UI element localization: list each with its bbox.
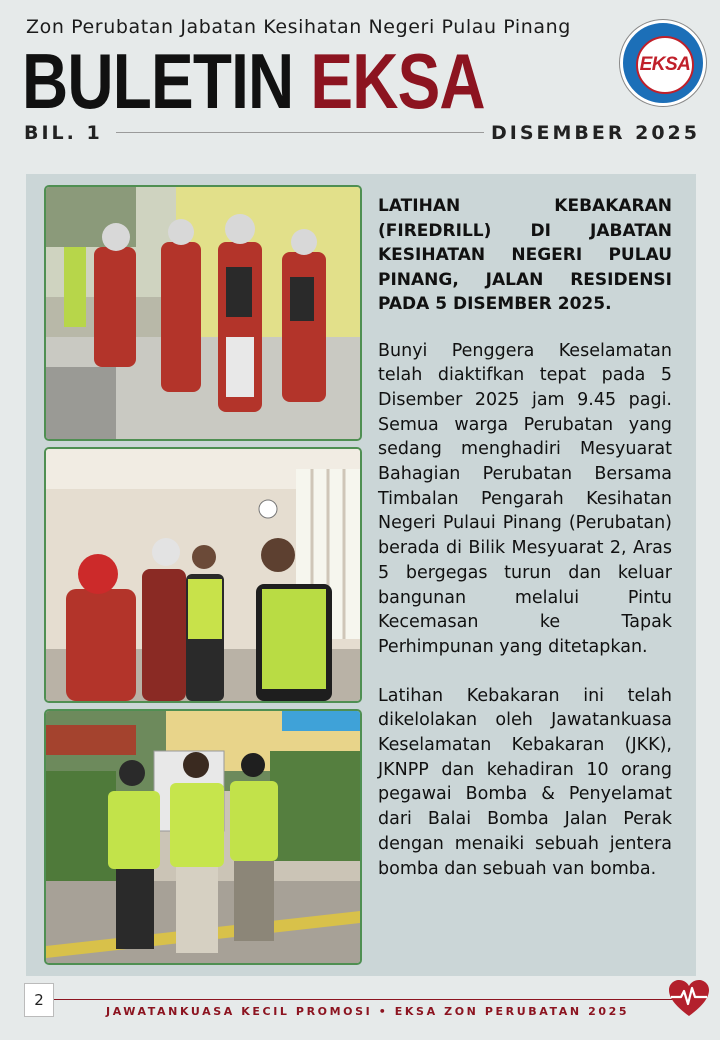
content-panel [26,174,696,976]
page-number: 2 [24,983,54,1017]
title-word-eksa: EKSA [310,37,485,125]
issue-date: DISEMBER 2025 [491,122,700,144]
article-paragraph-2: Latihan Kebakaran ini telah dikelolakan oleh Jawatankuasa Keselamatan Kebakaran (JKK), JKNPP dan kehadiran 10 orang pegawai Bomba & Penyelamat dari Balai Bomba Jalan Perak dengan menaiki sebuah jentera bomba dan sebuah van bomba. [378,685,672,879]
issue-number: BIL. 1 [24,122,103,144]
heartbeat-heart-icon [668,980,710,1018]
article-paragraph-1: Bunyi Penggera Keselamatan telah diaktifkan tepat pada 5 Disember 2025 jam 9.45 pagi. Semua warga Perubatan yang sedang menghadiri Mesyuarat Bahagian Perubatan Bersama Timbalan Pengarah Kesihatan Negeri Pulaui Pinang (Perubatan) berada di Bilik Mesyuarat 2, Aras 5 bergegas turun dan keluar bangunan melalui Pintu Kecemasan ke Tapak Perhimpunan yang ditetapkan. [378,340,672,657]
newsletter-title [22,38,485,124]
footer-divider [54,999,680,1000]
logo-emblem [636,36,694,94]
masthead [0,0,720,165]
photo-assembly-point [44,709,362,965]
organization-name: Zon Perubatan Jabatan Kesihatan Negeri Pulau Pinang [26,16,571,38]
article-headline: LATIHAN KEBAKARAN (FIREDRILL) DI JABATAN KESIHATAN NEGERI PULAU PINANG, JALAN RESIDENSI PADA 5 DISEMBER 2025. [378,196,672,314]
photo-firefighters-lobby [44,447,362,703]
header-divider [116,132,484,133]
logo-text: EKSA [639,54,691,75]
title-word-buletin: BULETIN [22,37,294,125]
photo-firefighters-corridor [44,185,362,441]
article [378,194,672,905]
footer-committee: JAWATANKUASA KECIL PROMOSI • EKSA ZON PERUBATAN 2025 [106,1005,630,1018]
eksa-logo [620,20,706,106]
